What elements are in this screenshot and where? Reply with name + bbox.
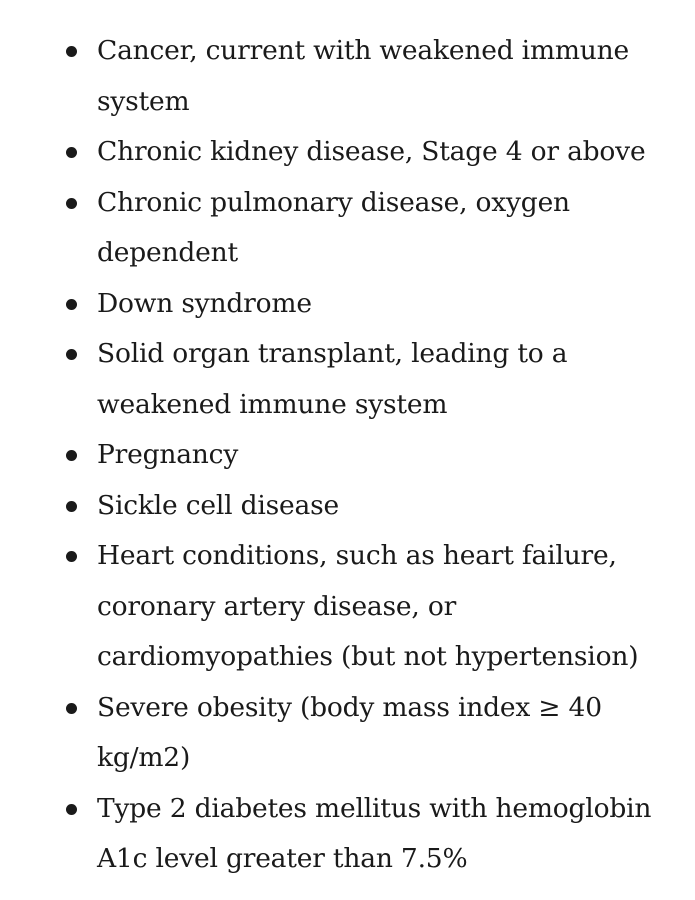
list-item (0, 26, 695, 127)
list-item (0, 279, 695, 330)
bullet-icon (66, 804, 77, 815)
document-body (0, 26, 695, 885)
bullet-icon (66, 551, 77, 562)
list-item-text: Cancer, current with weakened immune system (97, 35, 630, 117)
list-item (0, 531, 695, 683)
list-item-text: Chronic kidney disease, Stage 4 or above (97, 136, 646, 167)
list-item (0, 127, 695, 178)
list-item (0, 430, 695, 481)
bullet-icon (66, 349, 77, 360)
list-item-text: Chronic pulmonary disease, oxygen dependent (97, 186, 570, 268)
list-item (0, 481, 695, 532)
list-item-text: Solid organ transplant, leading to a weakened immune system (97, 338, 568, 420)
bullet-icon (66, 147, 77, 158)
list-item (0, 178, 695, 279)
list-item (0, 784, 695, 885)
list-item-text: Down syndrome (97, 287, 312, 319)
bullet-icon (66, 501, 77, 512)
list-item (0, 329, 695, 430)
bullet-icon (66, 703, 77, 714)
list-item (0, 683, 695, 784)
list-item-text: Severe obesity (body mass index ≥ 40 kg/m2) (97, 691, 602, 773)
bullet-icon (66, 299, 77, 310)
list-item-text: Pregnancy (97, 439, 239, 470)
list-item-text: Heart conditions, such as heart failure, coronary artery disease, or cardiomyopathies (but not hypertension) (97, 540, 639, 672)
bullet-icon (66, 450, 77, 461)
bullet-icon (66, 198, 77, 209)
condition-list (0, 26, 695, 885)
list-item-text: Sickle cell disease (97, 489, 340, 521)
bullet-icon (66, 46, 77, 57)
list-item-text: Type 2 diabetes mellitus with hemoglobin A1c level greater than 7.5% (97, 792, 652, 874)
